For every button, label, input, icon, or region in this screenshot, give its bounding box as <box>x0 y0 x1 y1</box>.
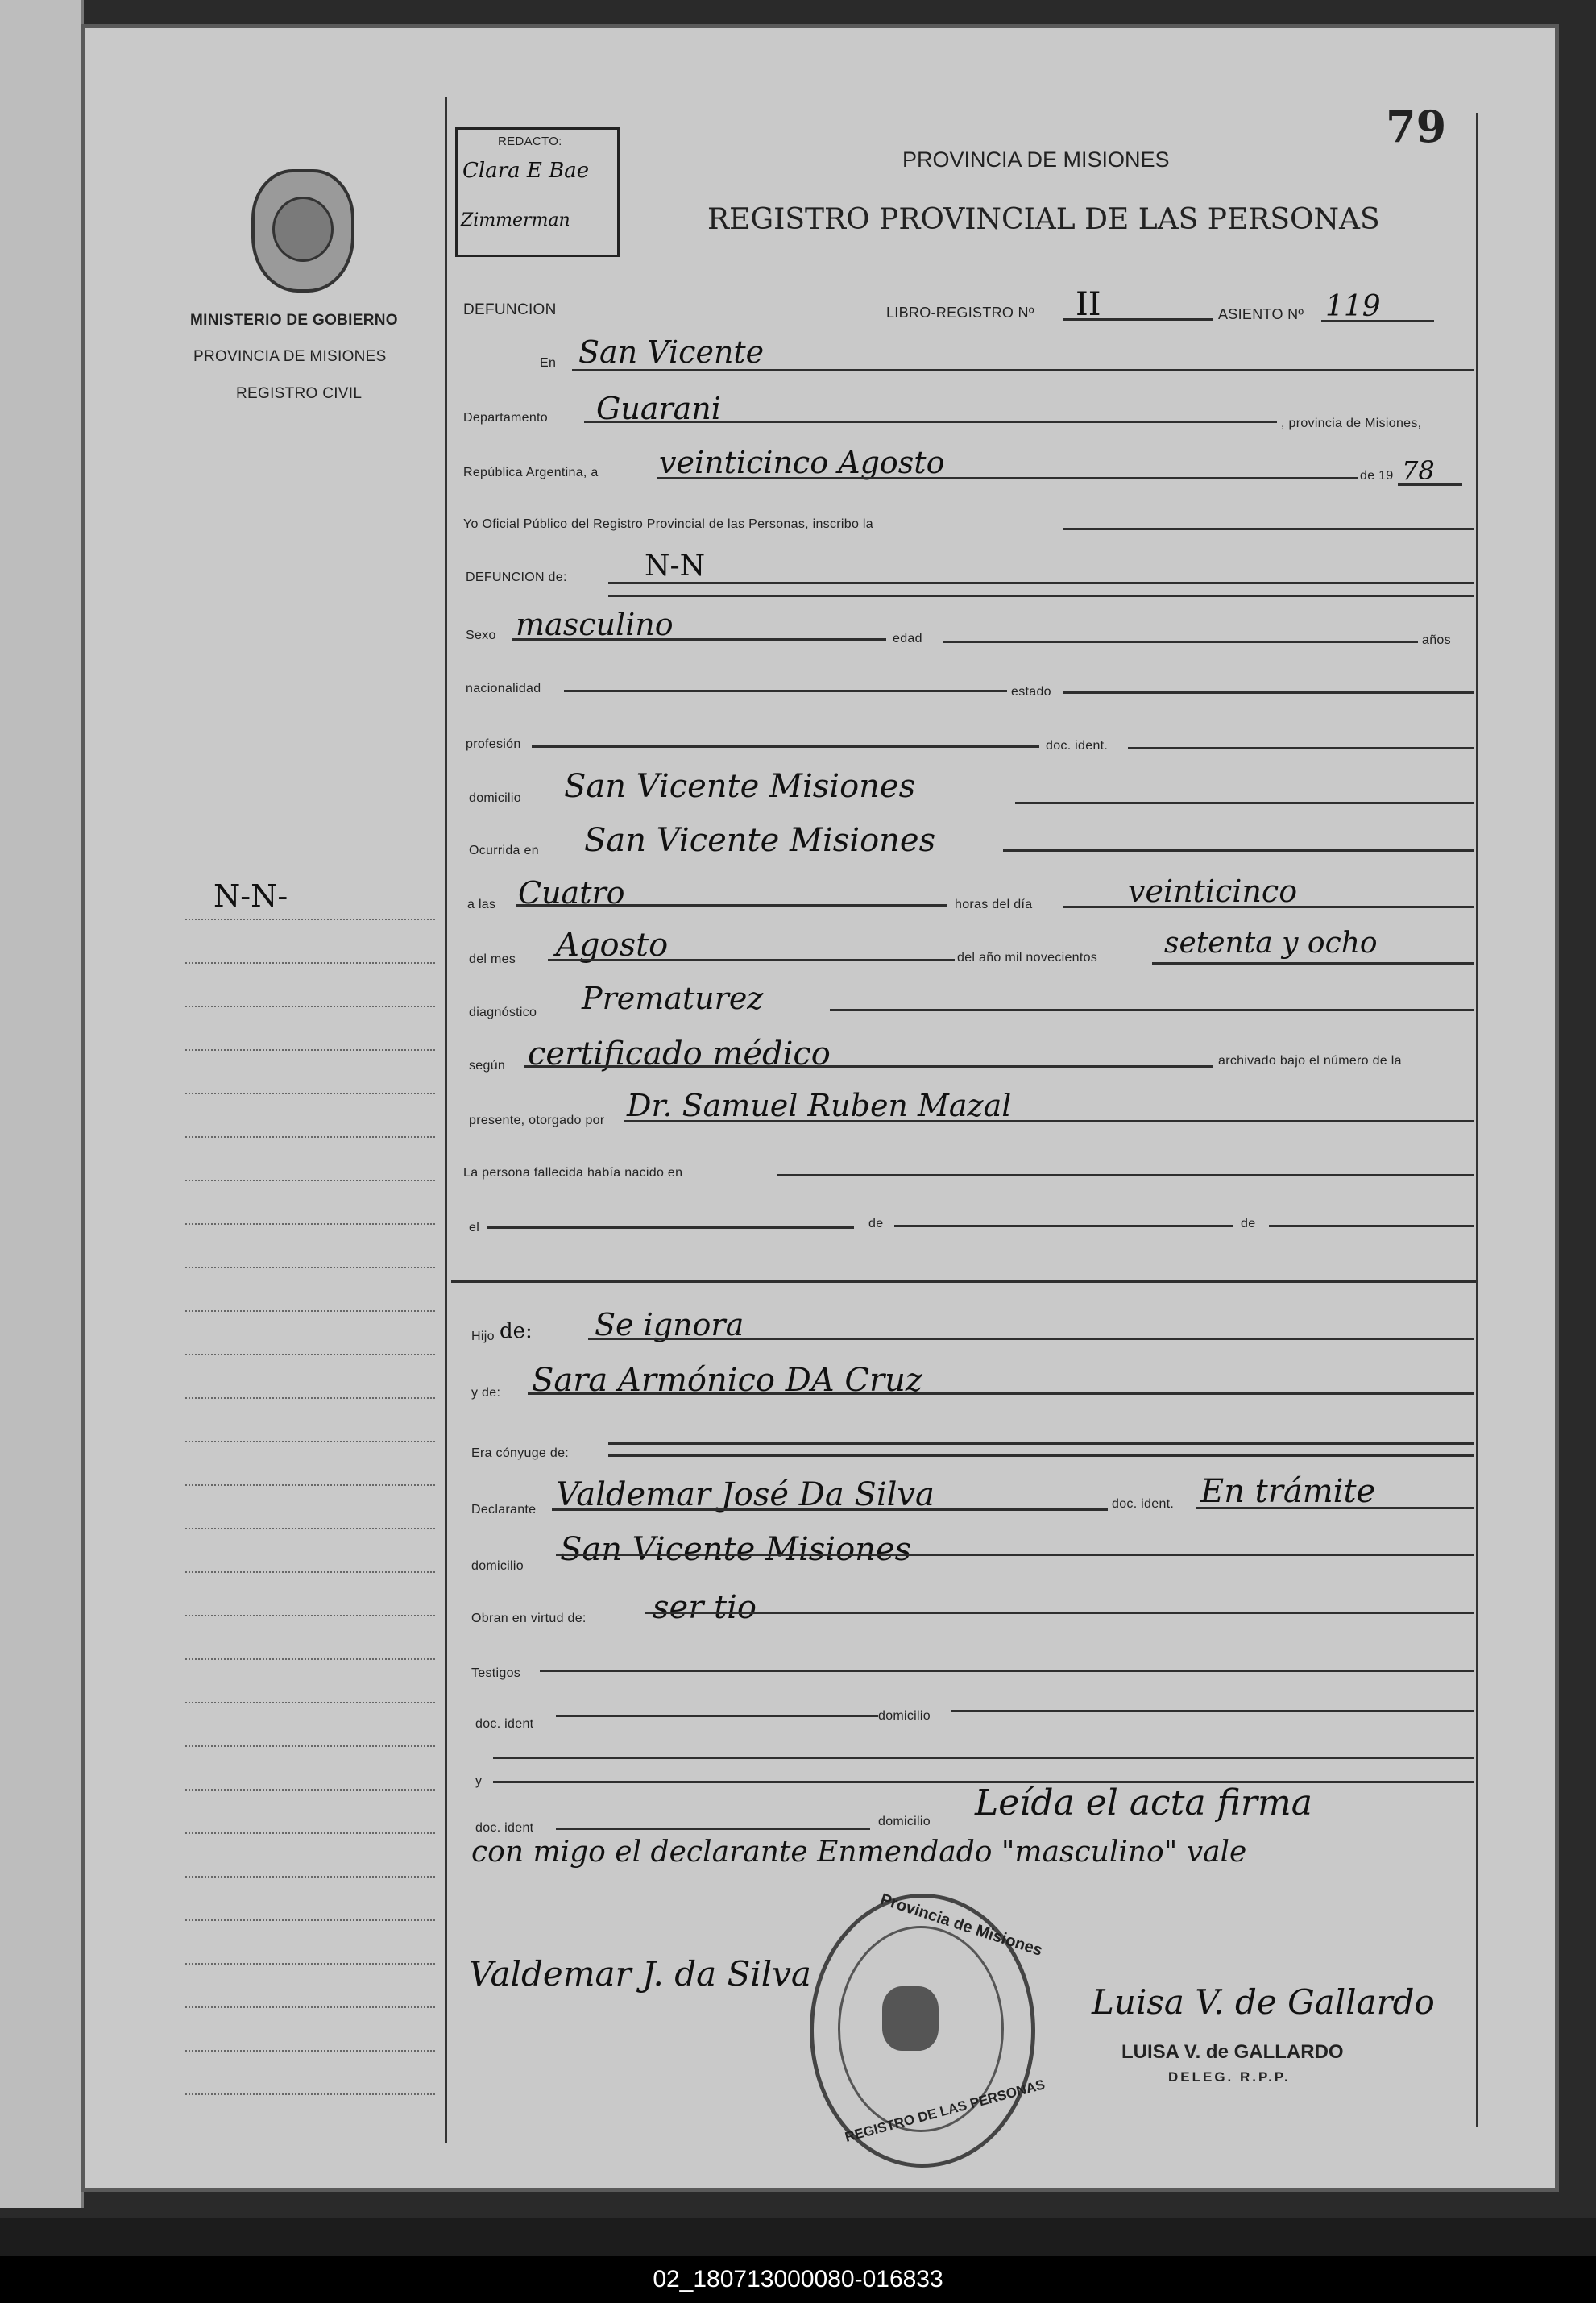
adjacent-page-edge <box>0 0 84 2208</box>
testigos-label: Testigos <box>471 1666 521 1680</box>
presente-value: Dr. Samuel Ruben Mazal <box>627 1088 1012 1123</box>
doc-ident-label: doc. ident. <box>1046 739 1109 753</box>
left-column-divider <box>445 97 447 2143</box>
margin-line <box>185 1006 435 1007</box>
sexo-label: Sexo <box>466 629 496 642</box>
mes-label: del mes <box>469 952 516 966</box>
header-province: PROVINCIA DE MISIONES <box>902 147 1170 172</box>
margin-line <box>185 919 435 920</box>
anos-label: años <box>1422 633 1451 647</box>
segun-value: certificado médico <box>528 1035 831 1073</box>
margin-line <box>185 1702 435 1703</box>
domicilio-value: San Vicente Misiones <box>564 768 916 805</box>
margin-line <box>185 2093 435 2095</box>
ocurrida-label: Ocurrida en <box>469 844 539 857</box>
anio-label: del año mil novecientos <box>957 951 1098 965</box>
coat-of-arms-icon <box>251 169 354 293</box>
dom-value: San Vicente Misiones <box>560 1531 912 1568</box>
domicilio-label: domicilio <box>469 791 521 805</box>
hijo-suffix: de: <box>500 1319 533 1343</box>
nacionalidad-label: nacionalidad <box>466 682 541 695</box>
margin-line <box>185 962 435 964</box>
margin-line <box>185 1571 435 1573</box>
estado-label: estado <box>1011 685 1051 699</box>
sexo-value: masculino <box>516 607 674 642</box>
margin-line <box>185 1745 435 1747</box>
margin-line <box>185 1049 435 1051</box>
right-column-border <box>1476 113 1478 2127</box>
asiento-value: 119 <box>1325 290 1381 323</box>
fecha-value: veinticinco Agosto <box>659 445 945 480</box>
presente-label: presente, otorgado por <box>469 1114 605 1127</box>
margin-line <box>185 1267 435 1268</box>
page-number: 79 <box>1386 101 1447 152</box>
declarante-label: Declarante <box>471 1503 537 1517</box>
doc1-label: doc. ident <box>475 1717 534 1731</box>
margin-line <box>185 1354 435 1355</box>
edad-label: edad <box>893 632 922 645</box>
de1-label: de <box>868 1217 884 1230</box>
ministry-line-3: REGISTRO CIVIL <box>236 385 363 402</box>
asiento-label: ASIENTO Nº <box>1218 306 1304 322</box>
segun-label: según <box>469 1059 506 1073</box>
conyuge-label: Era cónyuge de: <box>471 1446 570 1460</box>
stamp-top-text: Provincia de Misiones <box>877 1890 1045 1960</box>
en-label: En <box>540 356 557 370</box>
margin-line <box>185 1876 435 1878</box>
archivado-label: archivado bajo el número de la <box>1218 1054 1402 1068</box>
margin-line <box>185 1223 435 1225</box>
margin-line <box>185 1136 435 1138</box>
redacto-name-1: Clara E Bae <box>462 159 590 183</box>
defuncion-label: DEFUNCION de: <box>466 571 567 584</box>
redacto-label: REDACTO: <box>498 135 562 148</box>
margin-note: N-N- <box>213 878 288 914</box>
defuncion-value: N-N <box>645 550 706 583</box>
margin-line <box>185 1528 435 1529</box>
obran-value: ser tio <box>653 1589 757 1626</box>
image-caption: 02_180713000080-016833 <box>0 2256 1596 2303</box>
header-registry: REGISTRO PROVINCIAL DE LAS PERSONAS <box>707 203 1380 236</box>
margin-line <box>185 1484 435 1486</box>
el-label: el <box>469 1221 480 1234</box>
ocurrida-value: San Vicente Misiones <box>584 822 936 859</box>
margin-line <box>185 1919 435 1921</box>
diagnostico-value: Prematurez <box>582 981 764 1016</box>
alas-value: Cuatro <box>518 875 625 911</box>
margin-line <box>185 1093 435 1094</box>
hijo-label: Hijo <box>471 1330 495 1343</box>
declarante-value: Valdemar José Da Silva <box>556 1476 935 1513</box>
margin-line <box>185 1832 435 1834</box>
libro-value: II <box>1076 286 1101 323</box>
doc2-label: doc. ident <box>475 1821 534 1835</box>
dom1-label: domicilio <box>878 1709 931 1723</box>
declarante-doc-value: En trámite <box>1200 1473 1376 1510</box>
profesion-label: profesión <box>466 737 521 751</box>
departamento-value: Guarani <box>596 391 721 426</box>
margin-line <box>185 1615 435 1616</box>
redacto-name-2: Zimmerman <box>461 210 570 230</box>
provincia-suffix: , provincia de Misiones, <box>1281 417 1422 430</box>
nacido-label: La persona fallecida había nacido en <box>463 1166 683 1180</box>
year-value: 78 <box>1402 455 1435 486</box>
redacto-box <box>455 127 620 257</box>
stamp-emblem-icon <box>882 1986 939 2051</box>
yde-label: y de: <box>471 1386 501 1400</box>
margin-line <box>185 2050 435 2052</box>
stamp-bottom-text: REGISTRO DE LAS PERSONAS <box>843 2077 1047 2145</box>
dom-label: domicilio <box>471 1559 524 1573</box>
margin-line <box>185 1310 435 1312</box>
ministry-line-2: PROVINCIA DE MISIONES <box>193 348 387 365</box>
en-value: San Vicente <box>578 334 765 370</box>
official-signature: Luisa V. de Gallardo <box>1092 1982 1435 2022</box>
alas-label: a las <box>467 898 496 911</box>
mes-value: Agosto <box>556 927 669 964</box>
libro-label: LIBRO-REGISTRO Nº <box>886 305 1034 321</box>
margin-line <box>185 2006 435 2008</box>
departamento-label: Departamento <box>463 411 548 425</box>
official-name: LUISA V. de GALLARDO <box>1121 2041 1344 2063</box>
official-title: DELEG. R.P.P. <box>1168 2069 1291 2085</box>
declarante-doc-label: doc. ident. <box>1112 1497 1175 1511</box>
margin-line <box>185 1397 435 1399</box>
de2-label: de <box>1241 1217 1256 1230</box>
closing-value: con migo el declarante Enmendado "masculino" vale <box>471 1836 1247 1869</box>
record-type: DEFUNCION <box>463 301 557 318</box>
y-label: y <box>475 1774 483 1788</box>
obran-label: Obran en virtud de: <box>471 1612 587 1625</box>
dom2-label: domicilio <box>878 1815 931 1828</box>
hijo-value: Se ignora <box>595 1307 744 1342</box>
margin-line <box>185 1180 435 1181</box>
margin-line <box>185 1963 435 1965</box>
margin-line <box>185 1441 435 1442</box>
horas-label: horas del día <box>955 898 1033 911</box>
diagnostico-label: diagnóstico <box>469 1006 537 1019</box>
dia-value: veinticinco <box>1128 873 1298 909</box>
republica-label: República Argentina, a <box>463 466 599 479</box>
anio-value: setenta y ocho <box>1164 927 1378 960</box>
declarante-signature: Valdemar J. da Silva <box>469 1954 811 1994</box>
oficial-text: Yo Oficial Público del Registro Provincial de las Personas, inscribo la <box>463 517 873 531</box>
leida-value: Leída el acta firma <box>975 1782 1312 1824</box>
margin-line <box>185 1789 435 1791</box>
year-prefix: de 19 <box>1360 469 1394 483</box>
ministry-line-1: MINISTERIO DE GOBIERNO <box>190 312 398 329</box>
madre-value: Sara Armónico DA Cruz <box>532 1362 922 1399</box>
margin-line <box>185 1658 435 1660</box>
